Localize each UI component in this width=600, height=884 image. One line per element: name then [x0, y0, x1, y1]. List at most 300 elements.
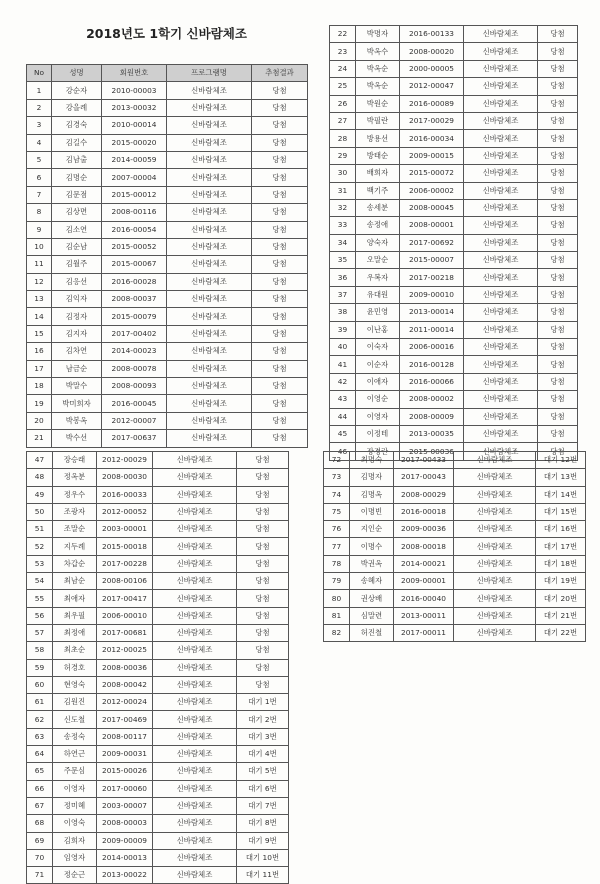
cell-name: 차갑순	[53, 555, 97, 572]
cell-no: 52	[27, 538, 53, 555]
cell-program: 신바람체조	[167, 395, 252, 412]
table-row	[330, 408, 578, 425]
cell-result: 대기 20번	[536, 590, 586, 607]
cell-no: 81	[324, 607, 350, 624]
cell-member-id: 2008-00116	[102, 204, 167, 221]
cell-program: 신바람체조	[464, 199, 538, 216]
cell-no: 7	[27, 186, 52, 203]
cell-program: 신바람체조	[454, 573, 536, 590]
cell-member-id: 2015-00072	[400, 165, 464, 182]
cell-name: 이난홍	[356, 321, 400, 338]
table-row	[27, 797, 289, 814]
cell-name: 김희자	[53, 832, 97, 849]
cell-no: 44	[330, 408, 356, 425]
cell-no: 19	[27, 395, 52, 412]
cell-no: 78	[324, 555, 350, 572]
cell-name: 김길수	[52, 134, 102, 151]
roster-table-4	[323, 451, 586, 642]
cell-result: 당첨	[237, 469, 289, 486]
cell-no: 22	[330, 26, 356, 43]
cell-program: 신바람체조	[167, 134, 252, 151]
table-row	[324, 521, 586, 538]
cell-program: 신바람체조	[464, 26, 538, 43]
cell-no: 23	[330, 43, 356, 60]
cell-result: 당첨	[252, 412, 308, 429]
cell-result: 당첨	[538, 373, 578, 390]
cell-member-id: 2017-00228	[97, 555, 153, 572]
cell-no: 4	[27, 134, 52, 151]
cell-result: 당첨	[252, 117, 308, 134]
cell-program: 신바람체조	[153, 780, 237, 797]
cell-name: 백기주	[356, 182, 400, 199]
cell-member-id: 2013-00035	[400, 425, 464, 442]
cell-no: 2	[27, 99, 52, 116]
cell-program: 신바람체조	[153, 676, 237, 693]
cell-no: 33	[330, 217, 356, 234]
cell-program: 신바람체조	[167, 291, 252, 308]
table-row	[330, 425, 578, 442]
table-row	[27, 204, 308, 221]
cell-name: 김월주	[52, 256, 102, 273]
cell-program: 신바람체조	[153, 763, 237, 780]
cell-name: 이영순	[356, 391, 400, 408]
cell-member-id: 2017-00029	[400, 112, 464, 129]
table-row	[330, 391, 578, 408]
cell-result: 대기 8번	[237, 815, 289, 832]
cell-no: 48	[27, 469, 53, 486]
table-row	[27, 360, 308, 377]
cell-name: 이영자	[356, 408, 400, 425]
cell-no: 62	[27, 711, 53, 728]
cell-no: 54	[27, 573, 53, 590]
cell-program: 신바람체조	[153, 867, 237, 884]
table-row	[330, 269, 578, 286]
cell-no: 25	[330, 78, 356, 95]
cell-name: 정우수	[53, 486, 97, 503]
cell-name: 권상배	[350, 590, 394, 607]
cell-result: 대기 17번	[536, 538, 586, 555]
cell-member-id: 2008-00106	[97, 573, 153, 590]
table-body	[330, 26, 578, 461]
table-row	[27, 273, 308, 290]
cell-member-id: 2017-00218	[400, 269, 464, 286]
cell-no: 61	[27, 694, 53, 711]
cell-name: 주문심	[53, 763, 97, 780]
cell-result: 당첨	[237, 624, 289, 641]
cell-result: 대기 19번	[536, 573, 586, 590]
cell-member-id: 2016-00045	[102, 395, 167, 412]
cell-member-id: 2008-00037	[102, 291, 167, 308]
table-row	[324, 607, 586, 624]
table-row	[330, 95, 578, 112]
cell-result: 당첨	[538, 112, 578, 129]
cell-result: 당첨	[538, 356, 578, 373]
cell-no: 72	[324, 452, 350, 469]
cell-name: 정순근	[53, 867, 97, 884]
table-row	[27, 291, 308, 308]
cell-result: 대기 5번	[237, 763, 289, 780]
cell-program: 신바람체조	[454, 503, 536, 520]
cell-member-id: 2014-00021	[394, 555, 454, 572]
cell-result: 당첨	[237, 452, 289, 469]
table-row	[27, 99, 308, 116]
cell-name: 장경란	[356, 443, 400, 460]
cell-result: 당첨	[237, 642, 289, 659]
header-member-id: 회원번호	[102, 65, 167, 82]
table-row	[27, 659, 289, 676]
cell-program: 신바람체조	[464, 234, 538, 251]
cell-no: 20	[27, 412, 52, 429]
table-row	[27, 469, 289, 486]
cell-name: 송정숙	[53, 728, 97, 745]
cell-program: 신바람체조	[167, 169, 252, 186]
cell-name: 심말련	[350, 607, 394, 624]
cell-program: 신바람체조	[464, 43, 538, 60]
cell-no: 15	[27, 325, 52, 342]
cell-program: 신바람체조	[167, 256, 252, 273]
cell-no: 77	[324, 538, 350, 555]
cell-name: 정옥분	[53, 469, 97, 486]
cell-member-id: 2012-00052	[97, 503, 153, 520]
cell-member-id: 2009-00036	[394, 521, 454, 538]
table-row	[330, 321, 578, 338]
cell-member-id: 2008-00003	[97, 815, 153, 832]
table-row	[27, 538, 289, 555]
cell-program: 신바람체조	[167, 221, 252, 238]
cell-member-id: 2016-00128	[400, 356, 464, 373]
cell-program: 신바람체조	[153, 503, 237, 520]
cell-name: 박옥수	[356, 43, 400, 60]
cell-program: 신바람체조	[167, 430, 252, 447]
cell-program: 신바람체조	[167, 343, 252, 360]
cell-result: 당첨	[252, 256, 308, 273]
cell-member-id: 2017-00417	[97, 590, 153, 607]
cell-no: 60	[27, 676, 53, 693]
cell-name: 김소연	[52, 221, 102, 238]
cell-name: 허경호	[53, 659, 97, 676]
cell-member-id: 2003-00001	[97, 521, 153, 538]
cell-name: 최정애	[53, 624, 97, 641]
cell-member-id: 2016-00066	[400, 373, 464, 390]
cell-result: 당첨	[538, 78, 578, 95]
cell-member-id: 2017-00060	[97, 780, 153, 797]
table-row	[27, 607, 289, 624]
cell-member-id: 2014-00059	[102, 151, 167, 168]
cell-no: 64	[27, 746, 53, 763]
cell-program: 신바람체조	[464, 443, 538, 460]
cell-result: 대기 2번	[237, 711, 289, 728]
table-row	[324, 452, 586, 469]
table-row	[27, 430, 308, 447]
cell-name: 배희자	[356, 165, 400, 182]
cell-result: 당첨	[237, 590, 289, 607]
cell-no: 14	[27, 308, 52, 325]
table-row	[330, 26, 578, 43]
header-name: 성명	[52, 65, 102, 82]
cell-program: 신바람체조	[153, 452, 237, 469]
table-body	[27, 82, 308, 447]
cell-result: 대기 6번	[237, 780, 289, 797]
cell-result: 대기 10번	[237, 849, 289, 866]
cell-name: 박원순	[356, 95, 400, 112]
table-row	[330, 199, 578, 216]
cell-member-id: 2016-00034	[400, 130, 464, 147]
cell-result: 대기 11번	[237, 867, 289, 884]
cell-program: 신바람체조	[464, 269, 538, 286]
header-program: 프로그램명	[167, 65, 252, 82]
table-row	[27, 238, 308, 255]
cell-name: 현영숙	[53, 676, 97, 693]
cell-no: 39	[330, 321, 356, 338]
cell-program: 신바람체조	[167, 204, 252, 221]
cell-no: 16	[27, 343, 52, 360]
cell-member-id: 2015-00036	[400, 443, 464, 460]
table-row	[27, 221, 308, 238]
cell-name: 김익자	[52, 291, 102, 308]
table-row	[27, 452, 289, 469]
cell-program: 신바람체조	[153, 832, 237, 849]
cell-no: 76	[324, 521, 350, 538]
table-row	[330, 339, 578, 356]
cell-result: 당첨	[252, 343, 308, 360]
cell-program: 신바람체조	[167, 238, 252, 255]
cell-program: 신바람체조	[153, 573, 237, 590]
table-row	[27, 486, 289, 503]
cell-member-id: 2009-00001	[394, 573, 454, 590]
cell-member-id: 2008-00018	[394, 538, 454, 555]
cell-name: 하연근	[53, 746, 97, 763]
table-row	[27, 343, 308, 360]
cell-result: 당첨	[237, 486, 289, 503]
cell-program: 신바람체조	[464, 165, 538, 182]
cell-program: 신바람체조	[454, 624, 536, 641]
cell-member-id: 2006-00002	[400, 182, 464, 199]
cell-program: 신바람체조	[153, 469, 237, 486]
cell-name: 이명수	[350, 538, 394, 555]
cell-member-id: 2012-00047	[400, 78, 464, 95]
cell-name: 지인순	[350, 521, 394, 538]
cell-name: 김명자	[350, 469, 394, 486]
cell-no: 66	[27, 780, 53, 797]
cell-name: 이영숙	[53, 815, 97, 832]
table-row	[330, 356, 578, 373]
cell-member-id: 2015-00079	[102, 308, 167, 325]
cell-member-id: 2016-00040	[394, 590, 454, 607]
cell-no: 5	[27, 151, 52, 168]
cell-member-id: 2009-00031	[97, 746, 153, 763]
table-row	[27, 642, 289, 659]
table-row	[27, 169, 308, 186]
cell-no: 47	[27, 452, 53, 469]
cell-member-id: 2015-00052	[102, 238, 167, 255]
cell-program: 신바람체조	[464, 339, 538, 356]
table-row	[27, 395, 308, 412]
cell-member-id: 2013-00032	[102, 99, 167, 116]
cell-program: 신바람체조	[454, 469, 536, 486]
cell-no: 82	[324, 624, 350, 641]
cell-result: 당첨	[538, 43, 578, 60]
cell-member-id: 2000-00005	[400, 60, 464, 77]
cell-no: 17	[27, 360, 52, 377]
cell-result: 당첨	[538, 165, 578, 182]
table-row	[27, 503, 289, 520]
cell-name: 이애자	[356, 373, 400, 390]
table-body	[324, 452, 586, 642]
cell-result: 당첨	[252, 169, 308, 186]
cell-result: 대기 14번	[536, 486, 586, 503]
cell-program: 신바람체조	[153, 624, 237, 641]
cell-member-id: 2013-00011	[394, 607, 454, 624]
cell-member-id: 2009-00015	[400, 147, 464, 164]
cell-program: 신바람체조	[454, 555, 536, 572]
cell-result: 대기 12번	[536, 452, 586, 469]
cell-result: 대기 21번	[536, 607, 586, 624]
table-row	[330, 182, 578, 199]
cell-name: 박수선	[52, 430, 102, 447]
cell-no: 45	[330, 425, 356, 442]
cell-no: 21	[27, 430, 52, 447]
cell-member-id: 2017-00402	[102, 325, 167, 342]
cell-name: 최애자	[53, 590, 97, 607]
roster-table-3	[26, 451, 289, 884]
table-row	[330, 78, 578, 95]
table-row	[27, 378, 308, 395]
cell-member-id: 2008-00002	[400, 391, 464, 408]
cell-program: 신바람체조	[167, 117, 252, 134]
cell-result: 당첨	[538, 408, 578, 425]
table-row	[27, 676, 289, 693]
cell-name: 이숙자	[356, 339, 400, 356]
table-row	[324, 573, 586, 590]
cell-result: 대기 3번	[237, 728, 289, 745]
cell-name: 김지자	[52, 325, 102, 342]
cell-member-id: 2014-00013	[97, 849, 153, 866]
cell-result: 당첨	[252, 378, 308, 395]
table-row	[27, 746, 289, 763]
cell-no: 35	[330, 252, 356, 269]
cell-member-id: 2017-00469	[97, 711, 153, 728]
table-row	[27, 186, 308, 203]
cell-name: 정미혜	[53, 797, 97, 814]
cell-program: 신바람체조	[454, 521, 536, 538]
cell-member-id: 2008-00030	[97, 469, 153, 486]
cell-name: 송혜자	[350, 573, 394, 590]
cell-program: 신바람체조	[464, 147, 538, 164]
cell-member-id: 2013-00022	[97, 867, 153, 884]
cell-program: 신바람체조	[464, 408, 538, 425]
cell-no: 53	[27, 555, 53, 572]
cell-name: 박옥순	[356, 60, 400, 77]
header-no: No	[27, 65, 52, 82]
cell-no: 79	[324, 573, 350, 590]
cell-program: 신바람체조	[464, 182, 538, 199]
cell-no: 37	[330, 286, 356, 303]
cell-member-id: 2008-00045	[400, 199, 464, 216]
cell-result: 당첨	[538, 252, 578, 269]
cell-no: 34	[330, 234, 356, 251]
table-row	[27, 412, 308, 429]
cell-result: 대기 9번	[237, 832, 289, 849]
cell-no: 32	[330, 199, 356, 216]
cell-name: 장승래	[53, 452, 97, 469]
cell-member-id: 2015-00018	[97, 538, 153, 555]
table-row	[330, 165, 578, 182]
cell-result: 당첨	[237, 555, 289, 572]
cell-no: 68	[27, 815, 53, 832]
cell-no: 55	[27, 590, 53, 607]
cell-no: 41	[330, 356, 356, 373]
table-row	[27, 256, 308, 273]
cell-result: 당첨	[538, 234, 578, 251]
cell-program: 신바람체조	[153, 521, 237, 538]
cell-member-id: 2009-00010	[400, 286, 464, 303]
cell-no: 56	[27, 607, 53, 624]
cell-no: 46	[330, 443, 356, 460]
table-body	[27, 452, 289, 884]
cell-result: 당첨	[538, 304, 578, 321]
cell-no: 27	[330, 112, 356, 129]
cell-no: 58	[27, 642, 53, 659]
cell-name: 양숙자	[356, 234, 400, 251]
cell-name: 유대원	[356, 286, 400, 303]
cell-name: 윤민영	[356, 304, 400, 321]
cell-program: 신바람체조	[464, 217, 538, 234]
cell-result: 당첨	[252, 204, 308, 221]
cell-program: 신바람체조	[167, 378, 252, 395]
cell-program: 신바람체조	[464, 78, 538, 95]
cell-no: 57	[27, 624, 53, 641]
cell-name: 최우필	[53, 607, 97, 624]
cell-name: 최명숙	[350, 452, 394, 469]
cell-no: 9	[27, 221, 52, 238]
cell-result: 대기 18번	[536, 555, 586, 572]
cell-program: 신바람체조	[167, 360, 252, 377]
cell-no: 40	[330, 339, 356, 356]
cell-no: 10	[27, 238, 52, 255]
cell-program: 신바람체조	[464, 304, 538, 321]
cell-name: 임영자	[53, 849, 97, 866]
cell-no: 49	[27, 486, 53, 503]
cell-no: 18	[27, 378, 52, 395]
table-row	[330, 252, 578, 269]
cell-member-id: 2016-00089	[400, 95, 464, 112]
cell-member-id: 2016-00028	[102, 273, 167, 290]
cell-program: 신바람체조	[153, 694, 237, 711]
cell-name: 박필란	[356, 112, 400, 129]
cell-member-id: 2008-00078	[102, 360, 167, 377]
cell-result: 당첨	[252, 430, 308, 447]
cell-name: 김경숙	[52, 117, 102, 134]
cell-no: 71	[27, 867, 53, 884]
cell-name: 강순자	[52, 82, 102, 99]
cell-no: 26	[330, 95, 356, 112]
cell-result: 당첨	[538, 269, 578, 286]
cell-name: 허진철	[350, 624, 394, 641]
table-header-row	[27, 65, 308, 82]
cell-name: 김상면	[52, 204, 102, 221]
cell-no: 42	[330, 373, 356, 390]
cell-member-id: 2015-00020	[102, 134, 167, 151]
table-row	[330, 373, 578, 390]
cell-program: 신바람체조	[464, 286, 538, 303]
cell-member-id: 2008-00001	[400, 217, 464, 234]
cell-program: 신바람체조	[454, 486, 536, 503]
cell-no: 11	[27, 256, 52, 273]
table-row	[27, 728, 289, 745]
header-result: 추첨결과	[252, 65, 308, 82]
cell-result: 당첨	[538, 60, 578, 77]
cell-member-id: 2008-00009	[400, 408, 464, 425]
